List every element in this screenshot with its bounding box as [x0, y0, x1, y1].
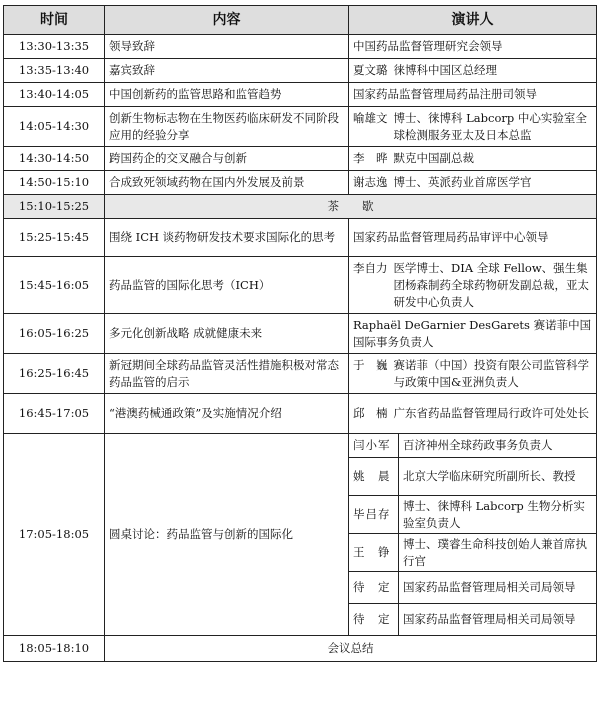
row-speaker	[349, 59, 597, 83]
row-content: 新冠期间全球药品监管灵活性措施积极对常态药品监管的启示	[105, 354, 349, 394]
panelist-name: 姚 晨	[349, 458, 399, 496]
speaker-block	[353, 405, 592, 422]
row-content: 合成致死领域药物在国内外发展及前景	[105, 171, 349, 195]
row-content: 围绕 ICH 谈药物研发技术要求国际化的思考	[105, 219, 349, 257]
panelist-title: 博士、璞睿生命科技创始人兼首席执行官	[399, 534, 597, 572]
speaker-name: 于 巍	[353, 357, 388, 372]
roundtable-time: 17:05-18:05	[4, 434, 105, 636]
agenda-row	[4, 394, 597, 434]
header-time: 时间	[4, 6, 105, 35]
row-speaker: Raphaël DeGarnier DesGarets 赛诺菲中国国际事务负责人	[349, 314, 597, 354]
agenda-table	[3, 5, 597, 662]
row-speaker	[349, 354, 597, 394]
speaker-title: 赛诺菲（中国）投资有限公司监管科学与政策中国&亚洲负责人	[393, 357, 589, 389]
speaker-title: 博士、徕博科 Labcorp 中心实验室全球检测服务亚太及日本总监	[393, 110, 587, 142]
speaker-name: 夏文璐	[353, 63, 388, 77]
row-speaker: 国家药品监督管理局药品注册司领导	[349, 83, 597, 107]
row-time: 14:50-15:10	[4, 171, 105, 195]
speaker-title: 医学博士、DIA 全球 Fellow、强生集团杨森制药全球药物研发副总裁，亚太研发中心负责人	[393, 260, 589, 309]
panelist-title: 国家药品监督管理局相关司局领导	[399, 572, 597, 604]
agenda-row	[4, 195, 597, 219]
row-content: 中国创新药的监管思路和监管趋势	[105, 83, 349, 107]
speaker-block	[353, 260, 592, 311]
panelist-title: 百济神州全球药政事务负责人	[399, 434, 597, 458]
speaker-block	[353, 174, 592, 191]
panelist-title: 北京大学临床研究所副所长、教授	[399, 458, 597, 496]
roundtable-row	[4, 434, 597, 458]
agenda-row	[4, 354, 597, 394]
agenda-row	[4, 171, 597, 195]
panelist-name: 闫小军	[349, 434, 399, 458]
agenda-row	[4, 35, 597, 59]
row-time: 13:35-13:40	[4, 59, 105, 83]
row-speaker	[349, 147, 597, 171]
header-content: 内容	[105, 6, 349, 35]
panelist-name: 待 定	[349, 604, 399, 636]
agenda-row	[4, 257, 597, 314]
agenda-row	[4, 107, 597, 147]
row-speaker	[349, 171, 597, 195]
speaker-name: 李自力	[353, 260, 388, 275]
speaker-name: 李 晔	[353, 151, 388, 165]
row-time: 16:05-16:25	[4, 314, 105, 354]
agenda-row	[4, 147, 597, 171]
row-time: 15:25-15:45	[4, 219, 105, 257]
row-content: 跨国药企的交叉融合与创新	[105, 147, 349, 171]
speaker-title: 广东省药品监督管理局行政许可处处长	[393, 406, 589, 420]
row-speaker	[349, 107, 597, 147]
speaker-title: 博士、英派药业首席医学官	[393, 175, 532, 189]
speaker-block	[353, 357, 592, 391]
row-speaker	[349, 394, 597, 434]
speaker-name: 喻雄文	[353, 110, 388, 125]
panelist-name: 毕吕存	[349, 496, 399, 534]
speaker-block	[353, 110, 592, 144]
row-time: 15:45-16:05	[4, 257, 105, 314]
agenda-row	[4, 219, 597, 257]
row-time: 16:45-17:05	[4, 394, 105, 434]
roundtable-content: 圆桌讨论：药品监管与创新的国际化	[105, 434, 349, 636]
agenda-row	[4, 83, 597, 107]
agenda-row	[4, 314, 597, 354]
row-content: 多元化创新战略 成就健康未来	[105, 314, 349, 354]
row-content: “港澳药械通政策”及实施情况介绍	[105, 394, 349, 434]
agenda-body	[4, 35, 597, 662]
row-speaker: 中国药品监督管理研究会领导	[349, 35, 597, 59]
row-time: 13:40-14:05	[4, 83, 105, 107]
speaker-block	[353, 62, 592, 79]
panelist-name: 待 定	[349, 572, 399, 604]
row-speaker: 国家药品监督管理局药品审评中心领导	[349, 219, 597, 257]
speaker-block	[353, 150, 592, 167]
speaker-title: 徕博科中国区总经理	[393, 63, 497, 77]
row-content: 药品监管的国际化思考（ICH）	[105, 257, 349, 314]
header-speaker: 演讲人	[349, 6, 597, 35]
row-content: 嘉宾致辞	[105, 59, 349, 83]
header-row	[4, 6, 597, 35]
closing-time: 18:05-18:10	[4, 636, 105, 662]
row-time: 16:25-16:45	[4, 354, 105, 394]
speaker-name: 谢志逸	[353, 175, 388, 189]
closing-content: 会议总结	[105, 636, 597, 662]
break-label: 茶 歇	[105, 195, 597, 219]
speaker-name: 邱 楠	[353, 406, 388, 420]
row-speaker	[349, 257, 597, 314]
panelist-title: 博士、徕博科 Labcorp 生物分析实验室负责人	[399, 496, 597, 534]
agenda-row	[4, 59, 597, 83]
row-time: 14:05-14:30	[4, 107, 105, 147]
panelist-title: 国家药品监督管理局相关司局领导	[399, 604, 597, 636]
row-time: 13:30-13:35	[4, 35, 105, 59]
speaker-title: 默克中国副总裁	[393, 151, 474, 165]
row-time: 15:10-15:25	[4, 195, 105, 219]
row-time: 14:30-14:50	[4, 147, 105, 171]
panelist-name: 王 铮	[349, 534, 399, 572]
closing-row	[4, 636, 597, 662]
row-content: 创新生物标志物在生物医药临床研发不同阶段应用的经验分享	[105, 107, 349, 147]
row-content: 领导致辞	[105, 35, 349, 59]
